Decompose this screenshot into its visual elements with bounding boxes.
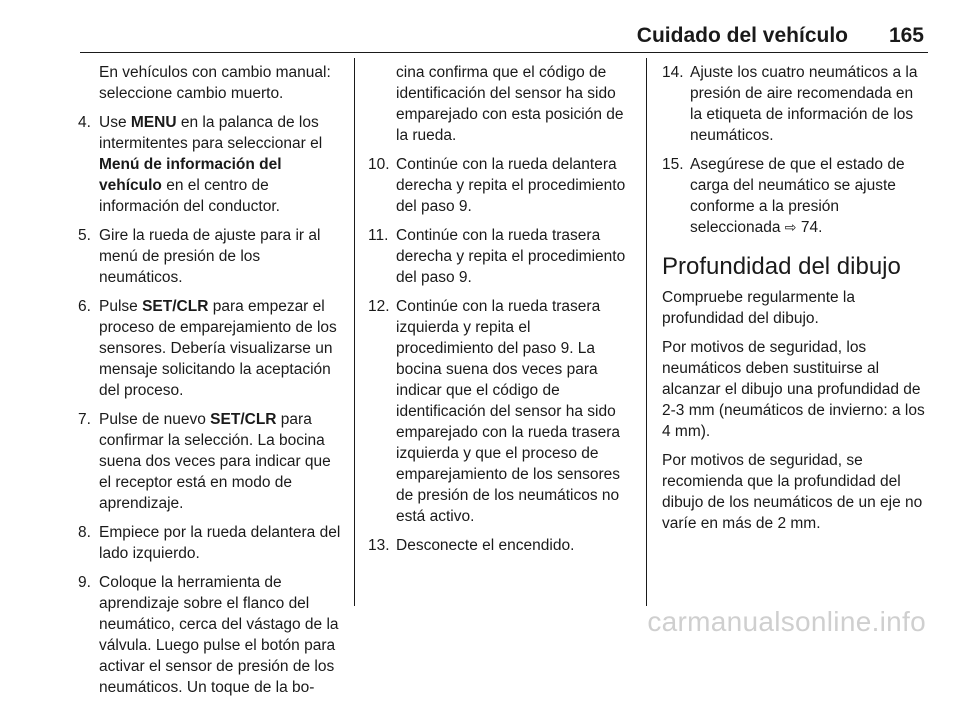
- page-reference-arrow-icon[interactable]: ⇨: [784, 220, 797, 236]
- step-9-continuation: cina confirma que el código de identificación del sensor ha sido emparejado con esta posición de la rueda.: [396, 64, 624, 144]
- step-6: [78, 296, 342, 401]
- paragraph-2: Por motivos de seguridad, los neumáticos deben sustituirse al alcanzar el dibujo una profundidad de 2-3 mm (neumáticos de invierno: a los 4 mm).: [662, 339, 925, 440]
- step-4: [78, 112, 342, 217]
- step-10: [368, 154, 632, 217]
- step-text: Coloque la herramienta de aprendizaje sobre el flanco del neumático, cerca del vástago de la válvula. Luego pulse el botón para activar el sensor de presión de los neumáticos. Un toque de la bo-: [99, 574, 339, 696]
- step-text: Gire la rueda de ajuste para ir al menú de presión de los neumáticos.: [99, 227, 321, 286]
- column-2: [368, 62, 632, 564]
- step-number: 11.: [368, 227, 389, 244]
- step-text: Continúe con la rueda trasera derecha y repita el procedimiento del paso 9.: [396, 227, 626, 286]
- step-13: [368, 535, 632, 556]
- step-15: [662, 154, 928, 239]
- step-number: 15.: [662, 156, 684, 173]
- paragraph-3: Por motivos de seguridad, se recomienda que la profundidad del dibujo de los neumáticos de un eje no varíe en más de 2 mm.: [662, 452, 923, 532]
- set-clr-button-ref: SET/CLR: [142, 298, 209, 315]
- column-3: [662, 62, 928, 542]
- page-number: 165: [888, 24, 924, 47]
- step-text: Continúe con la rueda delantera derecha y repita el procedimiento del paso 9.: [396, 156, 626, 215]
- step-8: [78, 522, 342, 564]
- step-text: Desconecte el encendido.: [396, 537, 575, 554]
- step-3-continuation: En vehículos con cambio manual: seleccione cambio muerto.: [99, 64, 331, 102]
- step-7: [78, 409, 342, 514]
- page-header: [0, 0, 960, 52]
- section-title: Profundidad del dibujo: [662, 253, 901, 280]
- step-text: Empiece por la rueda delantera del lado izquierdo.: [99, 524, 341, 562]
- set-clr-button-ref: SET/CLR: [210, 411, 277, 428]
- page-reference-number[interactable]: 74.: [796, 219, 823, 236]
- step-text: Pulse SET/CLR para empezar el proceso de emparejamiento de los sensores. Debería visualizarse un mensaje solicitando la aceptación del proceso.: [99, 298, 337, 399]
- header-rule: [80, 52, 928, 53]
- column-1: [78, 62, 342, 706]
- vehicle-info-menu-ref: Menú de información del vehículo: [99, 156, 282, 194]
- paragraph-1: Compruebe regularmente la profundidad del dibujo.: [662, 289, 855, 327]
- step-text: Use MENU en la palanca de los intermitentes para seleccionar el Menú de información del vehículo en el centro de información del conductor.: [99, 114, 323, 215]
- step-11: [368, 225, 632, 288]
- step-number: 8.: [78, 524, 91, 541]
- step-text: Ajuste los cuatro neumáticos a la presión de aire recomendada en la etiqueta de información de los neumáticos.: [690, 64, 918, 144]
- watermark: carmanualsonline.info: [647, 606, 926, 637]
- menu-button-ref: MENU: [130, 114, 177, 131]
- step-number: 4.: [78, 114, 91, 131]
- step-text: Asegúrese de que el estado de carga del neumático se ajuste conforme a la presión seleccionada ⇨ 74.: [690, 156, 905, 236]
- step-text: Pulse de nuevo SET/CLR para confirmar la selección. La bocina suena dos veces para indicar que el receptor está en modo de aprendizaje.: [99, 411, 331, 512]
- step-number: 12.: [368, 298, 390, 315]
- column-divider-1: [354, 58, 355, 606]
- step-number: 7.: [78, 411, 91, 428]
- step-number: 9.: [78, 574, 91, 591]
- step-number: 5.: [78, 227, 91, 244]
- step-9: [78, 572, 342, 698]
- step-number: 6.: [78, 298, 91, 315]
- step-number: 10.: [368, 156, 390, 173]
- header-title: Cuidado del vehículo: [636, 24, 848, 47]
- step-5: [78, 225, 342, 288]
- step-text: Continúe con la rueda trasera izquierda y repita el procedimiento del paso 9. La bocina suena dos veces para indicar que el código de identificación del sensor ha sido emparejado con la rueda trasera izquierda y que el proceso de emparejamiento de los sensores de presión de los neumáticos no está activo.: [396, 298, 621, 525]
- step-number: 14.: [662, 64, 684, 81]
- step-12: [368, 296, 632, 527]
- step-14: [662, 62, 928, 146]
- step-number: 13.: [368, 537, 390, 554]
- column-divider-2: [646, 58, 647, 606]
